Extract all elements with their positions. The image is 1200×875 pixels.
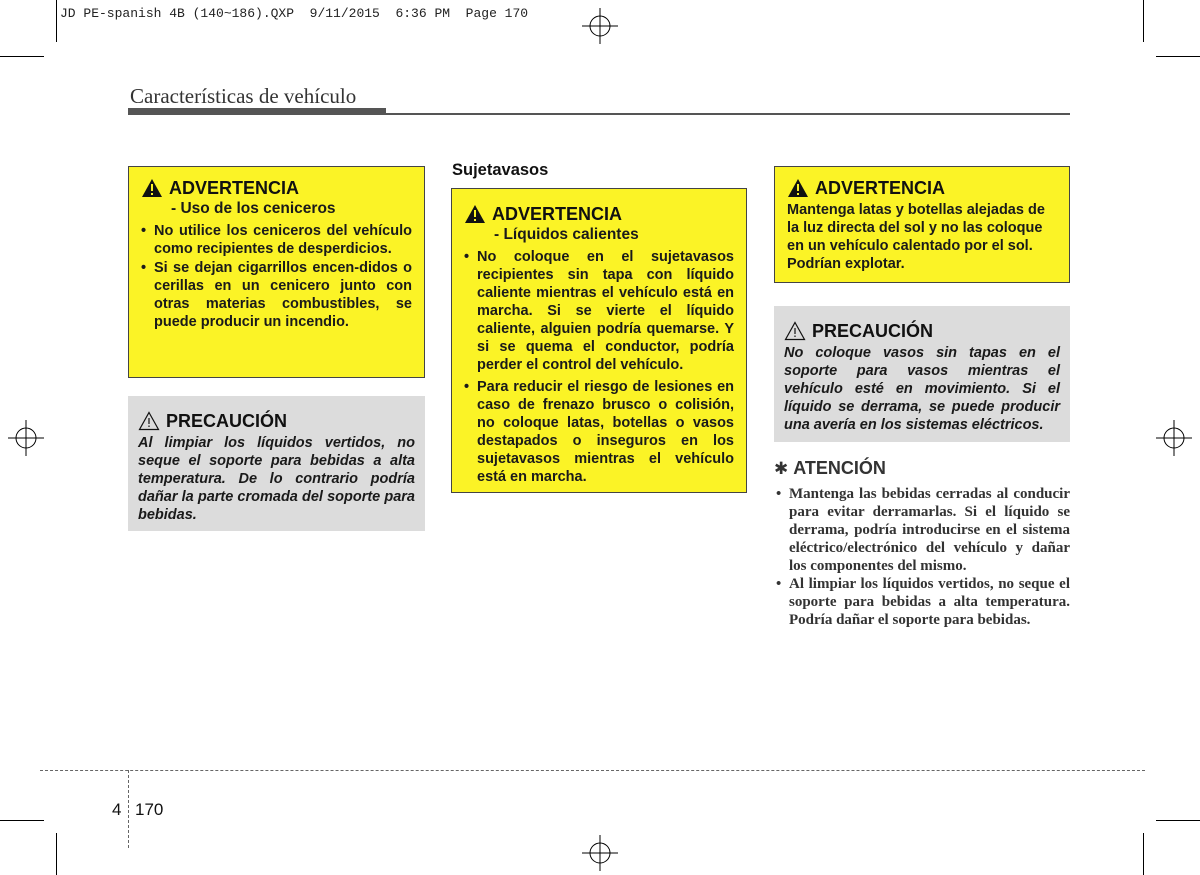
warning-box-hot-liquids — [451, 188, 747, 493]
registration-mark-icon — [1154, 418, 1194, 458]
registration-mark-icon — [580, 833, 620, 873]
warning-triangle-filled-icon — [464, 204, 486, 224]
caution-text: Al limpiar los líquidos vertidos, no seque el soporte para bebidas a alta temperatura. De lo contrario podría dañar la parte cromada del soporte para bebidas. — [138, 435, 415, 523]
list-item: • No utilice los ceniceros del vehículo como recipientes de desperdicios. — [141, 222, 412, 258]
list-item: • Si se dejan cigarrillos encen-didos o cerillas en un cenicero junto con otras materias combustibles, se puede producir un incendio. — [141, 259, 412, 331]
caution-title: PRECAUCIÓN — [166, 411, 288, 431]
warning-subtitle: - Líquidos calientes — [494, 226, 639, 243]
section-title: Sujetavasos — [452, 161, 549, 179]
caution-title: PRECAUCIÓN — [812, 321, 934, 341]
caution-box-cleaning — [128, 396, 425, 531]
registration-mark-icon — [580, 6, 620, 46]
attention-title: ATENCIÓN — [793, 458, 886, 478]
header-rule-thick — [128, 108, 386, 115]
registration-mark-icon — [6, 418, 46, 458]
footer-rule — [40, 770, 1145, 771]
warning-heading — [464, 203, 734, 225]
warning-list — [141, 222, 412, 331]
warning-text: Mantenga latas y botellas alejadas de la luz directa del sol y no las coloque en un vehículo calentado por el sol. Podrían explotar. — [787, 202, 1045, 272]
warning-list — [464, 248, 734, 486]
warning-title: ADVERTENCIA — [492, 204, 623, 224]
list-item: • Para reducir el riesgo de lesiones en caso de frenazo brusco o colisión, no coloque latas, botellas o vasos destapados o inseguros en los sujetavasos mientras el vehículo está en marcha. — [464, 378, 734, 486]
warning-box-ashtrays — [128, 166, 425, 378]
caution-box-cups — [774, 306, 1070, 442]
list-item: • Mantenga las bebidas cerradas al conducir para evitar derramarlas. Si el líquido se derrama, podría introducirse en el sistema eléctrico/electrónico del vehículo y dañar los componentes del mismo. — [774, 485, 1070, 575]
footer-divider — [128, 770, 129, 848]
warning-triangle-filled-icon — [787, 178, 809, 198]
warning-triangle-filled-icon — [141, 178, 163, 198]
warning-box-cans — [774, 166, 1070, 283]
list-item: • No coloque en el sujetavasos recipientes sin tapa con líquido caliente mientras el vehículo está en marcha. Si se vierte el líquido caliente, alguien podría quemarse. Y si se quema el conductor, podría perder el control del vehículo. — [464, 248, 734, 374]
page-header-title: Características de vehículo — [130, 84, 357, 108]
caution-heading — [784, 320, 1060, 342]
attention-heading — [774, 458, 1070, 479]
warning-subtitle: - Uso de los ceniceros — [171, 200, 336, 217]
header-rule-thin — [386, 113, 1070, 115]
caution-heading — [138, 410, 415, 432]
warning-heading — [141, 177, 412, 199]
caution-text: No coloque vasos sin tapas en el soporte para vasos mientras el vehículo esté en movimiento. Si el líquido se derrama, se puede producir una avería en los sistemas eléctricos. — [784, 345, 1060, 433]
print-slug: JD PE-spanish 4B (140~186).QXP 9/11/2015 6:36 PM Page 170 — [60, 6, 529, 21]
list-item: • Al limpiar los líquidos vertidos, no seque el soporte para bebidas a alta temperatura. Podría dañar el soporte para bebidas. — [774, 575, 1070, 629]
warning-heading — [787, 177, 1057, 199]
attention-list — [774, 485, 1070, 629]
warning-title: ADVERTENCIA — [815, 178, 946, 198]
chapter-number: 4 — [112, 800, 122, 819]
caution-triangle-outline-icon — [784, 321, 806, 341]
attention-block — [774, 458, 1070, 629]
star-asterisk-icon: ✱ — [774, 458, 789, 478]
warning-title: ADVERTENCIA — [169, 178, 300, 198]
page-number: 170 — [135, 800, 164, 819]
caution-triangle-outline-icon — [138, 411, 160, 431]
